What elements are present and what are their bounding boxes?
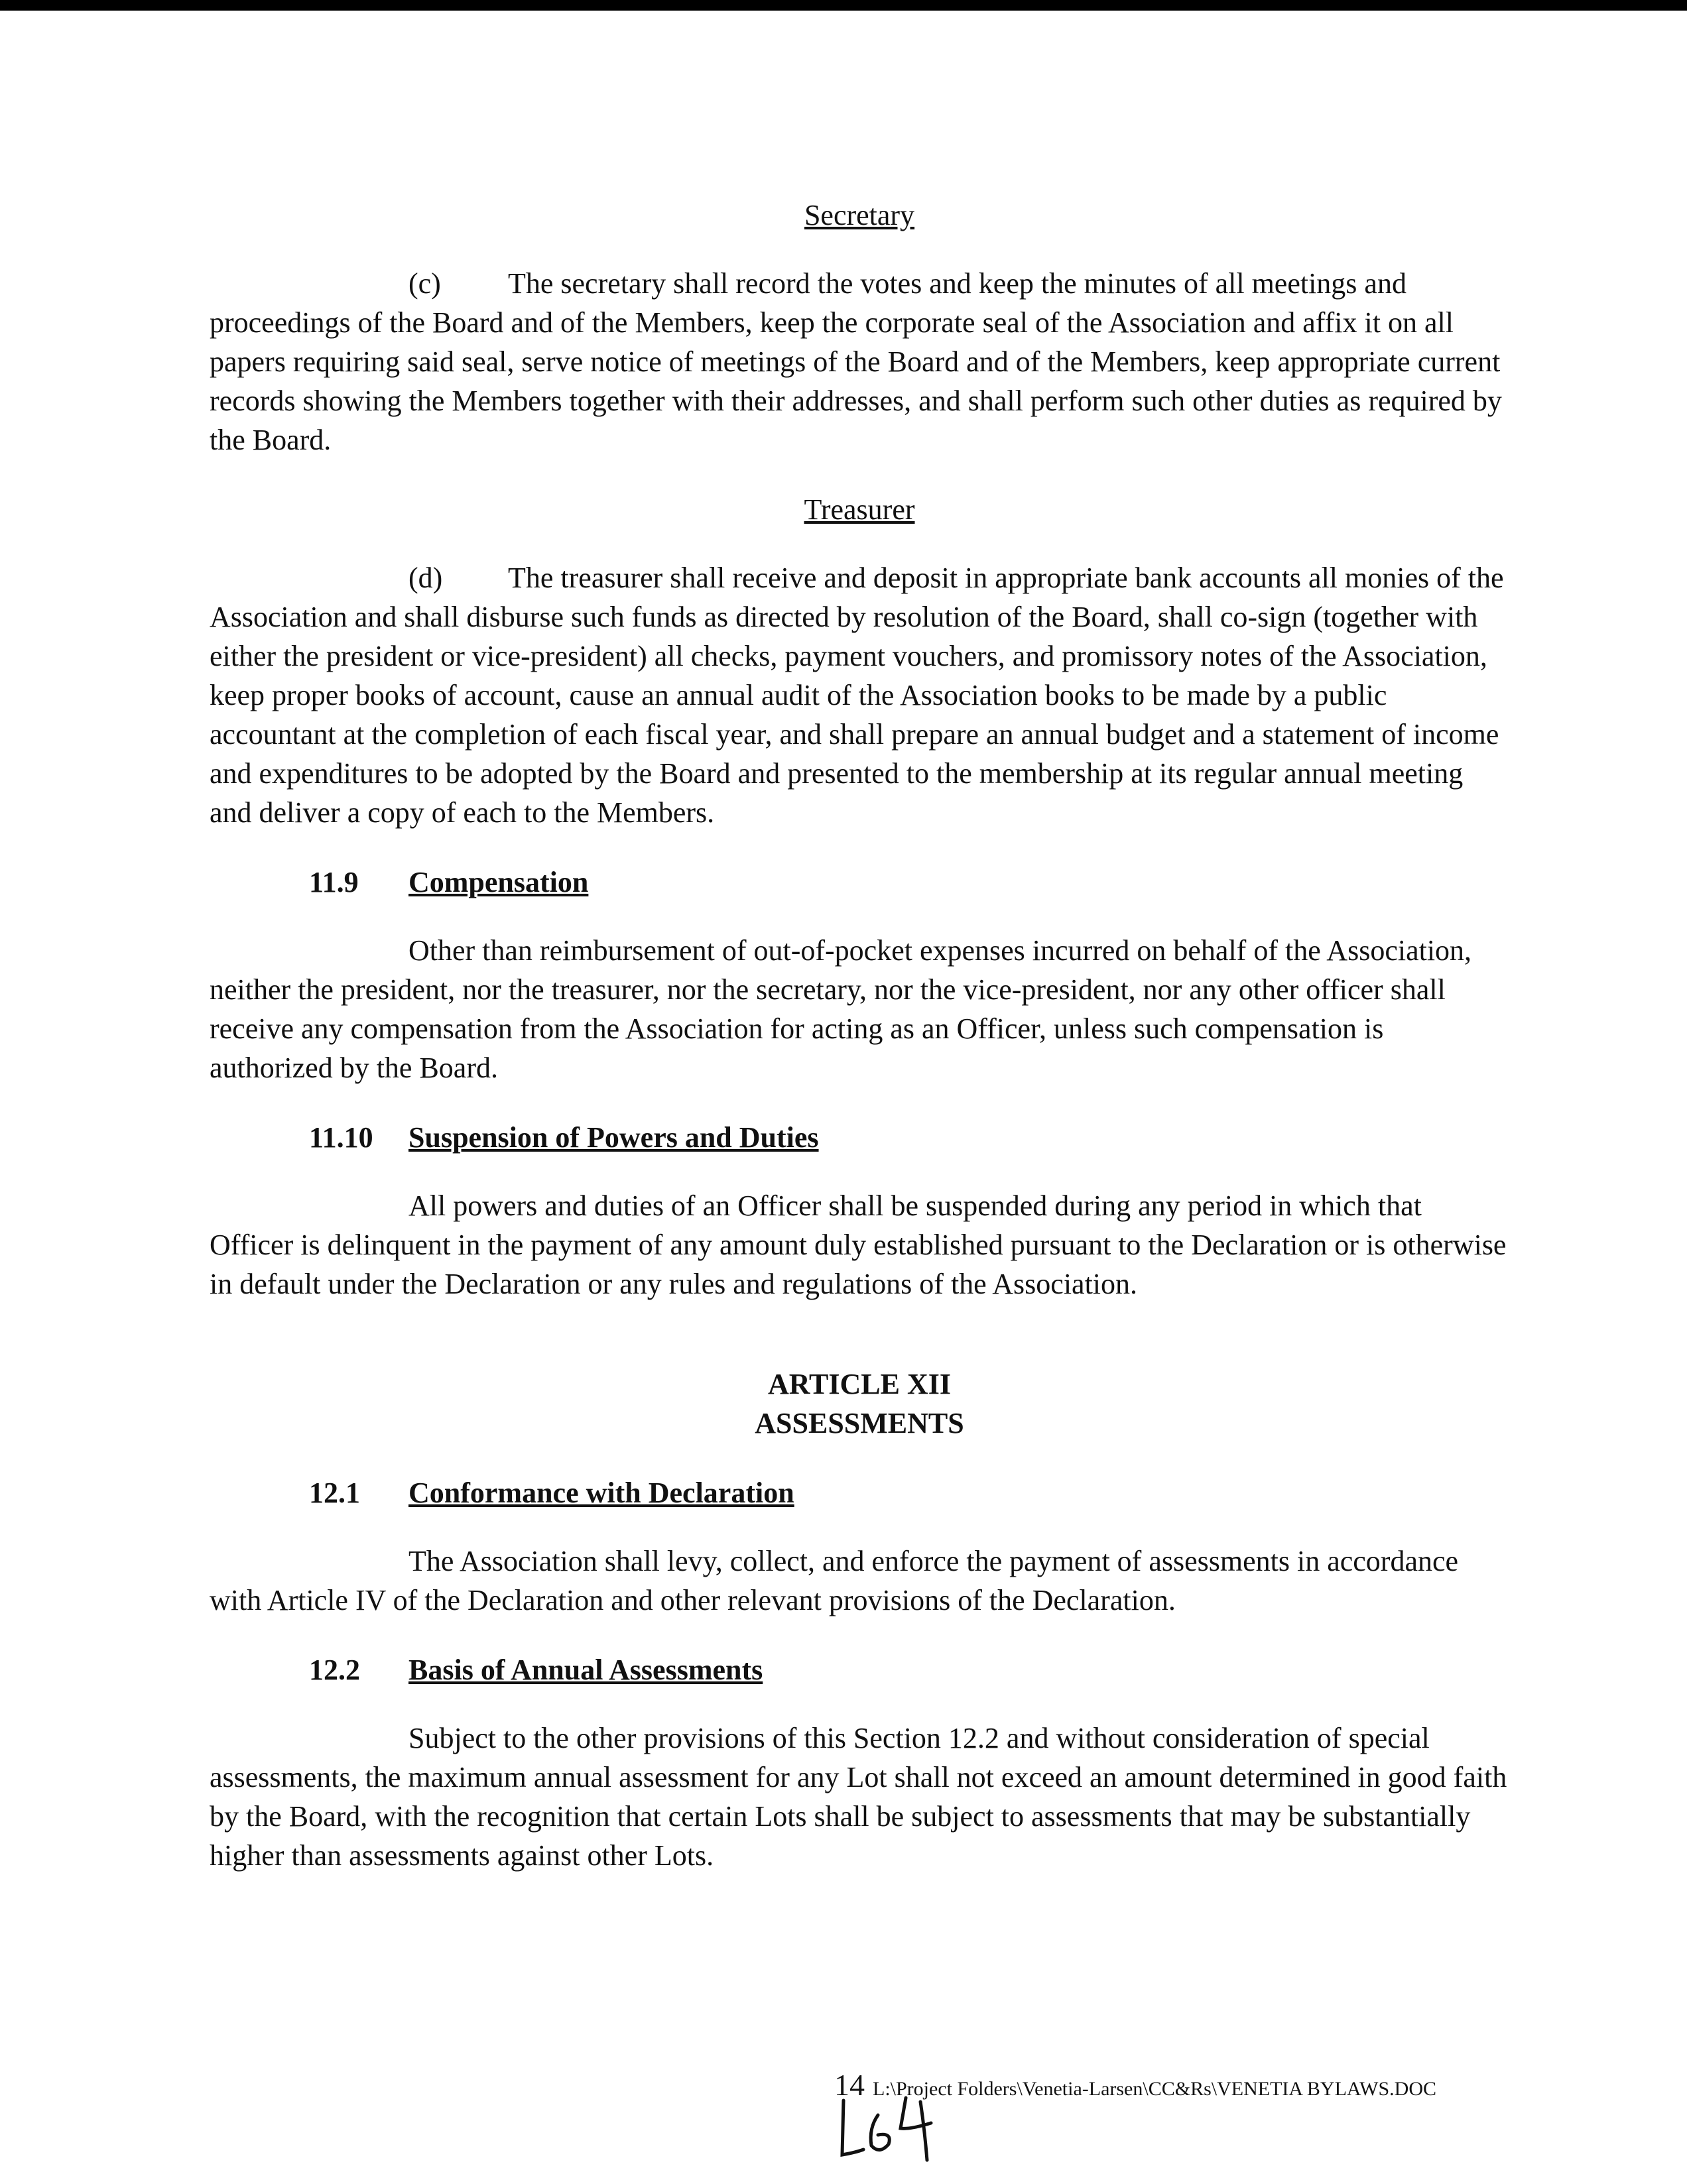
article-number: ARTICLE XII — [768, 1368, 951, 1400]
document-page — [210, 196, 1509, 1875]
secretary-text: The secretary shall record the votes and keep the minutes of all meetings and proceedings of the Board and of the Members, keep the corporate seal of the Association and affix it on all papers requiring said seal, serve notice of meetings of the Board and of the Members, keep appropriate current records showing the Members together with their addresses, and shall perform such other duties as required by the Board. — [210, 267, 1502, 456]
section-text-11-10: All powers and duties of an Officer shall be suspended during any period in which that Officer is delinquent in the payment of any amount duly established pursuant to the Declaration or is otherwise in default under the Declaration or any rules and regulations of the Association. — [210, 1189, 1507, 1300]
file-path: L:\Project Folders\Venetia-Larsen\CC&Rs\VENETIA BYLAWS.DOC — [873, 2078, 1436, 2100]
section-title: Suspension of Powers and Duties — [408, 1121, 819, 1154]
treasurer-label: (d) — [408, 562, 443, 594]
section-number: 11.10 — [309, 1121, 373, 1154]
section-text-11-9: Other than reimbursement of out-of-pocket expenses incurred on behalf of the Association, neither the president, nor the treasurer, nor the secretary, nor the vice-president, nor any other officer shall receive any compensation from the Association for acting as an Officer, unless such compensation is authorized by the Board. — [210, 934, 1472, 1084]
section-text-12-1: The Association shall levy, collect, and enforce the payment of assessments in accordance with Article IV of the Declaration and other relevant provisions of the Declaration. — [210, 1545, 1459, 1616]
section-title: Basis of Annual Assessments — [408, 1654, 763, 1686]
section-heading-12-2 — [210, 1650, 1509, 1689]
secretary-heading: Secretary — [804, 199, 915, 231]
secretary-paragraph — [210, 264, 1509, 459]
section-number: 12.2 — [309, 1654, 360, 1686]
section-text-12-2: Subject to the other provisions of this Section 12.2 and without consideration of special assessments, the maximum annual assessment for any Lot shall not exceed an amount determined in good faith by the Board, with the recognition that certain Lots shall be subject to assessments that may be substantially higher than assessments against other Lots. — [210, 1722, 1507, 1872]
secretary-label: (c) — [408, 267, 441, 300]
page-number: 14 — [834, 2068, 865, 2102]
section-heading-12-1 — [210, 1473, 1509, 1512]
section-heading-11-9 — [210, 863, 1509, 902]
section-number: 11.9 — [309, 866, 359, 898]
section-number: 12.1 — [309, 1477, 360, 1509]
section-title: Conformance with Declaration — [408, 1477, 794, 1509]
treasurer-paragraph — [210, 558, 1509, 832]
section-heading-11-10 — [210, 1118, 1509, 1157]
article-title: ASSESSMENTS — [755, 1407, 964, 1439]
scan-border — [0, 0, 1687, 11]
treasurer-heading: Treasurer — [804, 493, 915, 526]
section-title: Compensation — [408, 866, 589, 898]
handwritten-page-number — [837, 2089, 943, 2168]
treasurer-text: The treasurer shall receive and deposit in appropriate bank accounts all monies of the Association and shall disburse such funds as directed by resolution of the Board, shall co-sign (together with either the president or vice-president) all checks, payment vouchers, and promissory notes of the Association, keep proper books of account, cause an annual audit of the Association books to be made by a public accountant at the completion of each fiscal year, and shall prepare an annual budget and a statement of income and expenditures to be adopted by the Board and presented to the membership at its regular annual meeting and deliver a copy of each to the Members. — [210, 562, 1504, 829]
